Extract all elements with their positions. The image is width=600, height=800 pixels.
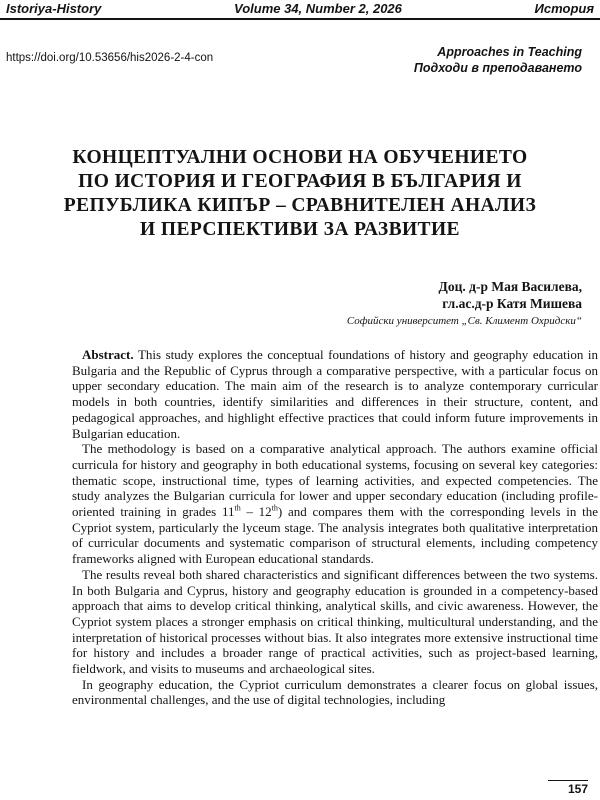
journal-name-bg: История: [534, 0, 594, 16]
section-label-bg: Подходи в преподаването: [413, 61, 582, 75]
volume-info: Volume 34, Number 2, 2026: [234, 0, 402, 16]
abstract-paragraph: [72, 347, 598, 441]
abstract-paragraph: The results reveal both shared characteristics and significant differences between the two systems. In both Bulgaria and Cyprus, history and geography education is grounded in a competency-based approach that aims to develop critical thinking, analytical skills, and civic awareness. However, the Cypriot system places a stronger emphasis on critical thinking, multicultural understanding, and the interpretation of historical processes without bias. It also integrates more extensive instructional time for history and includes a broader range of practical activities, such as project-based learning, fieldwork, and visits to museums and archaeological sites.: [72, 566, 598, 677]
abstract-text: – 12: [240, 504, 272, 520]
abstract-text: This study explores the conceptual foundations of history and geography education in Bulgaria and the Republic of Cyprus through a comparative perspective, with a particular focus on upper secondary education. The main aim of the research is to analyze contemporary curricular models in both countries, identify similarities and differences in their structure, content, and pedagogical approaches, and highlight effective practices that could inform future improvements in Bulgarian education.: [72, 347, 598, 441]
abstract: [72, 347, 598, 708]
title-line: РЕПУБЛИКА КИПЪР – СРАВНИТЕЛЕН АНАЛИЗ: [63, 195, 537, 216]
article-title: [0, 146, 600, 242]
section-label: [414, 44, 582, 76]
running-header: [0, 0, 600, 20]
abstract-paragraph: In geography education, the Cypriot curriculum demonstrates a clearer focus on global issues, environmental challenges, and the use of digital technologies, including: [72, 676, 598, 708]
title-line: ПО ИСТОРИЯ И ГЕОГРАФИЯ В БЪЛГАРИЯ И: [78, 171, 522, 192]
section-label-en: Approaches in Teaching: [437, 45, 582, 59]
abstract-label: Abstract.: [82, 347, 134, 362]
abstract-text: ) and compares them with the corresponding levels in the Cypriot system, particularly the lyceum stage. The analysis integrates both qualitative interpretation of curricular documents and systematic comparison of structural elements, including competency frameworks aligned with European educational standards.: [72, 504, 598, 567]
author-name: Доц. д-р Мая Василева,: [438, 279, 582, 294]
journal-name: Istoriya-History: [6, 0, 102, 16]
superscript: th: [271, 503, 278, 513]
doi-link[interactable]: https://doi.org/10.53656/his2026-2-4-con: [6, 52, 214, 64]
title-line: И ПЕРСПЕКТИВИ ЗА РАЗВИТИЕ: [140, 219, 460, 240]
affiliation: Софийски университет „Св. Климент Охридски“: [346, 315, 582, 327]
title-line: КОНЦЕПТУАЛНИ ОСНОВИ НА ОБУЧЕНИЕТО: [72, 147, 528, 168]
abstract-text: The methodology is based on a comparative analytical approach. The authors examine official curricula for history and geography in both educational systems, focusing on several key categories: thematic scope, instructional time, types of learning activities, and expected competencies. The study analyzes the Bulgarian curricula for lower and upper secondary education (including profile-oriented training in grades 11: [72, 441, 598, 520]
abstract-paragraph: [72, 441, 598, 567]
page-number: 157: [548, 780, 588, 796]
author-name: гл.ас.д-р Катя Мишева: [442, 296, 582, 311]
authors: [439, 278, 582, 312]
superscript: th: [234, 503, 241, 513]
